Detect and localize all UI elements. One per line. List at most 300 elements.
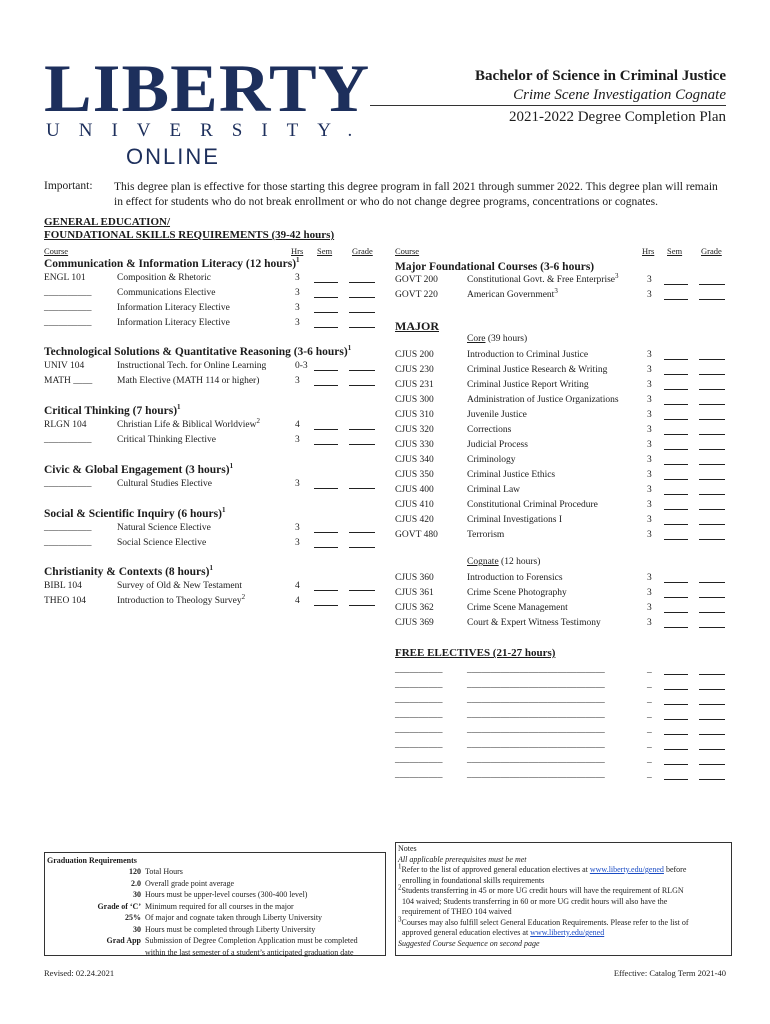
semester-field[interactable] [664, 484, 688, 495]
grade-field[interactable] [349, 580, 375, 591]
semester-field[interactable] [664, 572, 688, 583]
grade-field[interactable] [699, 694, 725, 705]
grade-field[interactable] [349, 434, 375, 445]
course-name: Communications Elective [117, 288, 216, 298]
course-code: CJUS 369 [395, 618, 434, 628]
note-1-text: Refer to the list of approved general education electives at [401, 865, 590, 874]
course-name: Terrorism [467, 530, 505, 540]
course-code: CJUS 360 [395, 573, 434, 583]
course-hours: 3 [647, 603, 652, 613]
note-1-cont: enrolling in foundational skills requirements [402, 875, 545, 885]
graduation-item [45, 947, 383, 959]
semester-field[interactable] [664, 394, 688, 405]
course-hours: 3 [295, 435, 300, 445]
grade-field[interactable] [699, 587, 725, 598]
course-hours: 0-3 [295, 361, 308, 371]
revised-date: Revised: 02.24.2021 [44, 968, 115, 978]
grade-field[interactable] [699, 572, 725, 583]
semester-field[interactable] [664, 364, 688, 375]
course-hours: 3 [647, 485, 652, 495]
course-name: Introduction to Theology Survey$^2$ [117, 592, 246, 606]
course-row [395, 363, 730, 378]
graduation-text: Hours must be upper-level courses (300-400 level) [145, 890, 308, 899]
gen-ed-section [44, 464, 384, 492]
course-code: __________ [395, 710, 443, 720]
footnote-marker: 1 [296, 256, 300, 265]
course-name: Introduction to Criminal Justice [467, 350, 589, 360]
course-row [44, 359, 384, 374]
course-hours: 3 [295, 523, 300, 533]
course-hours: 3 [647, 515, 652, 525]
course-row [395, 571, 730, 586]
semester-field[interactable] [664, 274, 688, 285]
gen-ed-section [44, 258, 384, 331]
semester-field[interactable] [664, 289, 688, 300]
footnote-marker: 2 [256, 416, 260, 425]
course-name: Crime Scene Management [467, 603, 568, 613]
grade-field[interactable] [349, 537, 375, 548]
grade-field[interactable] [699, 439, 725, 450]
course-row [395, 408, 730, 423]
course-row [44, 477, 384, 492]
semester-field[interactable] [314, 522, 338, 533]
graduation-item [45, 912, 383, 924]
course-hours: 3 [647, 530, 652, 540]
footnote-marker: 3 [615, 271, 619, 280]
course-name: Critical Thinking Elective [117, 435, 217, 445]
left-grade-header: Grade [352, 246, 373, 256]
course-code: __________ [44, 318, 92, 328]
grade-field[interactable] [699, 394, 725, 405]
course-code: __________ [395, 665, 443, 675]
grade-field[interactable] [699, 289, 725, 300]
course-hours: 3 [647, 410, 652, 420]
semester-field[interactable] [314, 287, 338, 298]
logo-university-wordmark: UNIVERSITY. [46, 120, 372, 141]
grade-field[interactable] [349, 317, 375, 328]
course-row [395, 273, 730, 288]
course-code: CJUS 200 [395, 350, 434, 360]
course-name: _____________________________ [467, 770, 605, 780]
graduation-item [45, 889, 383, 901]
graduation-label: 2.0 [131, 878, 141, 888]
grade-field[interactable] [349, 272, 375, 283]
right-grade-header: Grade [701, 246, 722, 256]
course-code: CJUS 300 [395, 395, 434, 405]
header-divider [370, 105, 726, 106]
course-name: _____________________________ [467, 725, 605, 735]
course-name: Juvenile Justice [467, 410, 527, 420]
section-title: Civic & Global Engagement (3 hours)$^1$ [44, 462, 234, 476]
grade-field[interactable] [699, 602, 725, 613]
course-hours: _ [647, 710, 652, 720]
course-name: Information Literacy Elective [117, 318, 230, 328]
course-name: Survey of Old & New Testament [117, 581, 243, 591]
left-sem-header: Sem [317, 246, 333, 256]
grade-field[interactable] [699, 349, 725, 360]
semester-field[interactable] [664, 349, 688, 360]
gen-ed-title [44, 216, 334, 242]
course-hours: 3 [647, 455, 652, 465]
course-name: _____________________________ [467, 665, 605, 675]
semester-field[interactable] [664, 409, 688, 420]
course-name: Administration of Justice Organizations [467, 395, 619, 405]
course-row [395, 601, 730, 616]
grade-field[interactable] [699, 499, 725, 510]
course-code: __________ [395, 725, 443, 735]
right-sem-header: Sem [667, 246, 683, 256]
course-row [395, 753, 730, 768]
course-code: THEO 104 [44, 596, 86, 606]
course-hours: 3 [647, 395, 652, 405]
grade-field[interactable] [699, 739, 725, 750]
semester-field[interactable] [664, 769, 688, 780]
grade-field[interactable] [349, 302, 375, 313]
cognate-rows [395, 571, 730, 631]
grade-field[interactable] [699, 379, 725, 390]
graduation-item [45, 935, 383, 947]
grade-field[interactable] [699, 409, 725, 420]
major-foundational-rows [395, 273, 730, 303]
course-hours: 3 [647, 380, 652, 390]
course-name: Information Literacy Elective [117, 303, 230, 313]
major-foundational-title: Major Foundational Courses (3-6 hours) [395, 261, 595, 273]
grade-field[interactable] [699, 484, 725, 495]
course-name: _____________________________ [467, 755, 605, 765]
course-row [395, 468, 730, 483]
graduation-label: 120 [129, 867, 141, 876]
grade-field[interactable] [699, 709, 725, 720]
grade-field[interactable] [349, 287, 375, 298]
graduation-label: Grade of ‘C’ [97, 901, 141, 911]
footnote-marker: 1 [209, 564, 213, 573]
semester-field[interactable] [314, 580, 338, 591]
course-code: __________ [395, 755, 443, 765]
graduation-title: Graduation Requirements [47, 856, 137, 865]
course-code: __________ [395, 695, 443, 705]
free-elective-rows [395, 663, 730, 783]
course-row [44, 374, 384, 389]
semester-field[interactable] [664, 664, 688, 675]
course-name: Introduction to Forensics [467, 573, 563, 583]
semester-field[interactable] [664, 724, 688, 735]
course-name: _____________________________ [467, 740, 605, 750]
section-title: Critical Thinking (7 hours)$^1$ [44, 403, 181, 417]
grade-field[interactable] [699, 724, 725, 735]
logo-liberty-wordmark: LIBERTY [44, 50, 371, 126]
semester-field[interactable] [314, 375, 338, 386]
graduation-rows [45, 866, 383, 958]
grade-field[interactable] [699, 617, 725, 628]
course-hours: 3 [647, 350, 652, 360]
course-row [395, 348, 730, 363]
grade-field[interactable] [699, 679, 725, 690]
graduation-label: 30 [133, 890, 141, 899]
semester-field[interactable] [314, 419, 338, 430]
core-label [467, 334, 527, 344]
course-hours: 3 [295, 479, 300, 489]
semester-field[interactable] [664, 739, 688, 750]
graduation-label: Grad App [106, 936, 141, 945]
semester-field[interactable] [314, 478, 338, 489]
course-code: RLGN 104 [44, 420, 87, 430]
note-3-text: Courses may also fulfill select General Education Requirements. Please refer to the list of [401, 917, 689, 927]
semester-field[interactable] [314, 317, 338, 328]
course-hours: 3 [295, 288, 300, 298]
course-name: Social Science Elective [117, 538, 207, 548]
course-name: Math Elective (MATH 114 or higher) [117, 376, 260, 386]
course-hours: 3 [647, 618, 652, 628]
graduation-text: Overall grade point average [145, 878, 235, 888]
course-code: __________ [44, 538, 92, 548]
graduation-text: Total Hours [145, 867, 183, 876]
graduation-item [45, 924, 383, 936]
course-code: MATH ____ [44, 376, 93, 386]
course-hours: _ [647, 740, 652, 750]
course-code: CJUS 320 [395, 425, 434, 435]
grade-field[interactable] [699, 274, 725, 285]
grade-field[interactable] [699, 424, 725, 435]
semester-field[interactable] [664, 709, 688, 720]
important-text: This degree plan is effective for those starting this degree program in fall 2021 through summer 2022. This degree plan will remain in effect for students who do not break enrollment or who do not change degree programs, concentrations or cognates. [114, 181, 718, 208]
right-hrs-header: Hrs [642, 246, 655, 256]
course-hours: 3 [647, 290, 652, 300]
graduation-text: Minimum required for all courses in the major [145, 901, 294, 911]
course-hours: 3 [647, 588, 652, 598]
semester-field[interactable] [314, 595, 338, 606]
left-course-header: Course [44, 246, 69, 256]
course-hours: 3 [647, 425, 652, 435]
degree-title: Bachelor of Science in Criminal Justice [475, 68, 726, 84]
course-code: CJUS 362 [395, 603, 434, 613]
cognate-subtitle: Crime Scene Investigation Cognate [513, 87, 726, 103]
section-title: Christianity & Contexts (8 hours)$^1$ [44, 564, 213, 578]
grade-field[interactable] [349, 419, 375, 430]
section-title: Technological Solutions & Quantitative Reasoning (3-6 hours)$^1$ [44, 344, 352, 358]
semester-field[interactable] [664, 694, 688, 705]
grade-field[interactable] [699, 469, 725, 480]
note-2: $^2$Students transferring in 45 or more UG credit hours will have the requirement of RLGN [398, 883, 684, 895]
course-name: Criminal Investigations I [467, 515, 562, 525]
note-2-cont2: requirement of THEO 104 waived [402, 907, 512, 916]
semester-field[interactable] [664, 754, 688, 765]
cognate-label [467, 557, 540, 567]
course-code: UNIV 104 [44, 361, 85, 371]
semester-field[interactable] [664, 499, 688, 510]
grade-field[interactable] [349, 522, 375, 533]
suggested-sequence-note: Suggested Course Sequence on second page [398, 938, 540, 948]
course-name: Criminology [467, 455, 516, 465]
course-code: ENGL 101 [44, 273, 86, 283]
note-1: $^1$Refer to the list of approved general education electives at www.liberty.edu/gened before [398, 862, 687, 874]
graduation-text: Hours must be completed through Liberty University [145, 924, 316, 934]
gened-link[interactable]: www.liberty.edu/gened [589, 865, 664, 874]
course-hours: 3 [647, 573, 652, 583]
graduation-requirements-box [44, 852, 386, 956]
course-code: CJUS 361 [395, 588, 434, 598]
course-row [395, 528, 730, 543]
semester-field[interactable] [314, 537, 338, 548]
semester-field[interactable] [664, 679, 688, 690]
gen-ed-section [44, 508, 384, 551]
grade-field[interactable] [349, 478, 375, 489]
semester-field[interactable] [664, 379, 688, 390]
course-name: Constitutional Criminal Procedure [467, 500, 598, 510]
notes-title: Notes [398, 844, 417, 853]
grade-field[interactable] [699, 769, 725, 780]
course-row [395, 288, 730, 303]
note-2-cont1: 104 waived; Students transferring in 60 or more UG credit hours will also have the [402, 896, 668, 906]
course-row [395, 378, 730, 393]
important-label: Important: [44, 180, 93, 192]
semester-field[interactable] [664, 529, 688, 540]
notes-prereq: All applicable prerequisites must be met [398, 854, 527, 864]
course-row [44, 536, 384, 551]
cognate-hours: (12 hours) [501, 557, 541, 567]
gen-ed-title-line1: GENERAL EDUCATION/ [44, 216, 171, 228]
course-row [395, 483, 730, 498]
grade-field[interactable] [349, 375, 375, 386]
course-hours: 3 [295, 273, 300, 283]
course-hours: _ [647, 665, 652, 675]
grade-field[interactable] [699, 454, 725, 465]
grade-field[interactable] [699, 364, 725, 375]
course-row [395, 663, 730, 678]
grade-field[interactable] [349, 360, 375, 371]
grade-field[interactable] [699, 664, 725, 675]
course-name: Crime Scene Photography [467, 588, 567, 598]
semester-field[interactable] [314, 360, 338, 371]
course-code: CJUS 350 [395, 470, 434, 480]
gen-ed-section [44, 566, 384, 609]
course-code: CJUS 420 [395, 515, 434, 525]
logo-online-wordmark: ONLINE [126, 144, 220, 169]
course-row [44, 301, 384, 316]
graduation-text: Submission of Degree Completion Application must be completed [145, 936, 358, 945]
semester-field[interactable] [664, 514, 688, 525]
grade-field[interactable] [699, 514, 725, 525]
course-row [44, 418, 384, 433]
course-row [395, 498, 730, 513]
notes-box [395, 842, 732, 956]
course-row [395, 768, 730, 783]
course-row [44, 579, 384, 594]
gen-ed-title-line2: FOUNDATIONAL SKILLS REQUIREMENTS (39-42 hours) [44, 229, 335, 241]
gened-link-2[interactable]: www.liberty.edu/gened [530, 928, 605, 937]
graduation-item [45, 901, 383, 913]
course-row [44, 271, 384, 286]
grade-field[interactable] [699, 529, 725, 540]
course-code: CJUS 340 [395, 455, 434, 465]
grade-field[interactable] [349, 595, 375, 606]
note-3-text-b: approved general education electives at [402, 928, 531, 937]
course-code: BIBL 104 [44, 581, 82, 591]
grade-field[interactable] [699, 754, 725, 765]
course-row [395, 708, 730, 723]
course-hours: 4 [295, 581, 300, 591]
footnote-marker: 1 [347, 344, 352, 353]
course-row [395, 423, 730, 438]
right-course-header: Course [395, 246, 420, 256]
semester-field[interactable] [664, 602, 688, 613]
course-name: Corrections [467, 425, 512, 435]
cognate-label-text: Cognate [467, 557, 499, 567]
note-3-cont [398, 928, 729, 939]
course-hours: 3 [647, 470, 652, 480]
course-code: __________ [44, 303, 92, 313]
course-name: _____________________________ [467, 710, 605, 720]
course-name: Cultural Studies Elective [117, 479, 212, 489]
course-code: __________ [44, 288, 92, 298]
semester-field[interactable] [664, 454, 688, 465]
footnote-marker: 3 [554, 286, 558, 295]
course-row [395, 693, 730, 708]
course-name: Composition & Rhetoric [117, 273, 211, 283]
course-code: __________ [44, 523, 92, 533]
semester-field[interactable] [664, 587, 688, 598]
semester-field[interactable] [664, 469, 688, 480]
course-row [395, 438, 730, 453]
course-hours: 3 [295, 303, 300, 313]
core-rows [395, 348, 730, 543]
course-code: __________ [44, 435, 92, 445]
semester-field[interactable] [314, 272, 338, 283]
course-name: American Government$^3$ [467, 286, 558, 300]
course-hours: _ [647, 695, 652, 705]
course-row [395, 453, 730, 468]
course-hours: 3 [647, 500, 652, 510]
course-hours: 3 [295, 538, 300, 548]
course-row [44, 286, 384, 301]
semester-field[interactable] [314, 302, 338, 313]
section-title: Communication & Information Literacy (12 hours)$^1$ [44, 256, 300, 270]
course-hours: _ [647, 770, 652, 780]
semester-field[interactable] [664, 439, 688, 450]
course-row [44, 594, 384, 609]
course-code: GOVT 220 [395, 290, 438, 300]
semester-field[interactable] [664, 424, 688, 435]
course-name: Natural Science Elective [117, 523, 211, 533]
course-code: __________ [395, 740, 443, 750]
course-code: CJUS 230 [395, 365, 434, 375]
graduation-text: Of major and cognate taken through Liberty University [145, 913, 323, 922]
course-hours: _ [647, 755, 652, 765]
course-name: _____________________________ [467, 680, 605, 690]
course-row [395, 513, 730, 528]
note-3: $^3$Courses may also fulfill select General Education Requirements. Please refer to the list of [398, 914, 689, 927]
course-code: CJUS 310 [395, 410, 434, 420]
course-row [395, 586, 730, 601]
graduation-item [45, 866, 383, 878]
course-name: Christian Life & Biblical Worldview$^2$ [117, 416, 260, 430]
course-row [44, 433, 384, 448]
semester-field[interactable] [314, 434, 338, 445]
semester-field[interactable] [664, 617, 688, 628]
course-code: GOVT 480 [395, 530, 438, 540]
course-row [395, 723, 730, 738]
course-name: Criminal Law [467, 485, 521, 495]
free-electives-title: FREE ELECTIVES (21-27 hours) [395, 647, 556, 659]
course-code: __________ [44, 479, 92, 489]
footnote-marker: 1 [177, 403, 181, 412]
course-hours: 3 [647, 365, 652, 375]
core-hours: (39 hours) [487, 334, 528, 344]
note-2-text: Students transferring in 45 or more UG credit hours will have the requirement of RLGN [401, 886, 684, 895]
footnote-marker: 1 [221, 506, 226, 515]
course-hours: _ [647, 725, 652, 735]
course-hours: _ [647, 680, 652, 690]
course-name: Instructional Tech. for Online Learning [117, 361, 267, 371]
